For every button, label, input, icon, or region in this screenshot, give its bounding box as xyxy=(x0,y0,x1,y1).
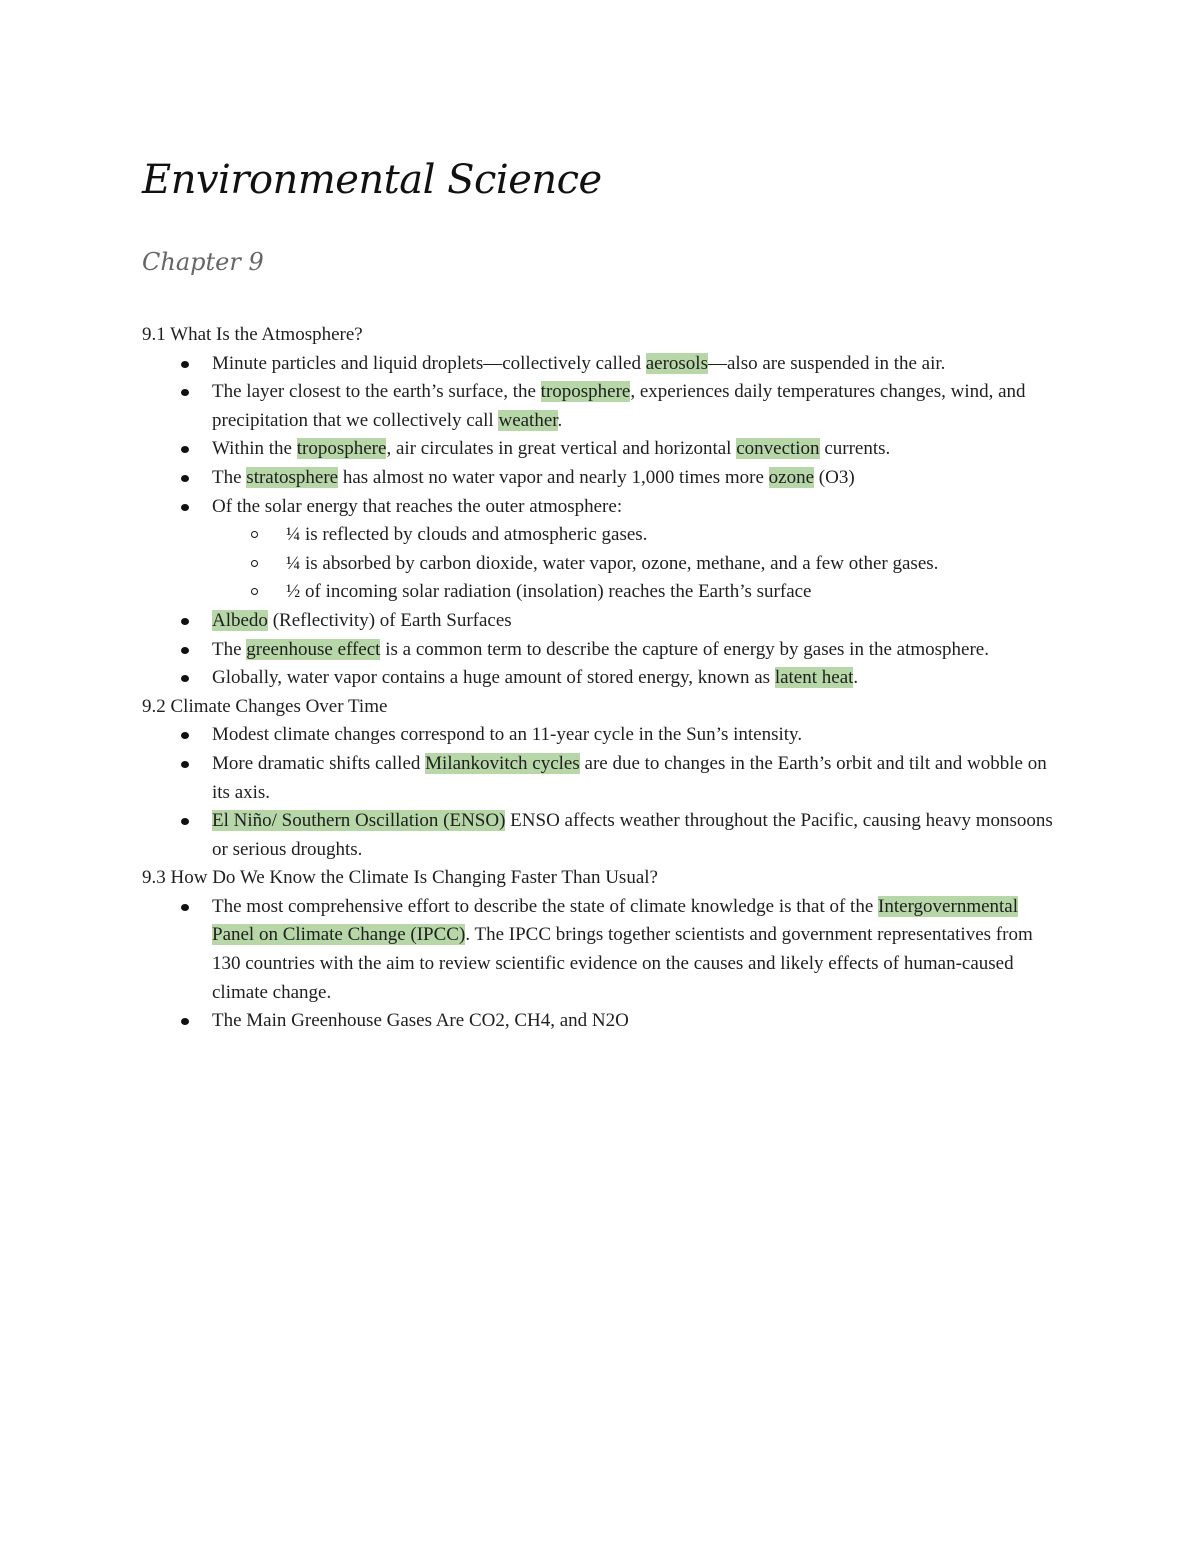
item-text: More dramatic shifts called xyxy=(212,752,426,774)
item-text: . xyxy=(853,667,859,689)
bullet-icon xyxy=(181,675,189,682)
hollow-bullet-icon xyxy=(251,531,258,538)
item-text: , experiences daily temperatures changes, wind, and precipitation that we collectively call xyxy=(212,381,1026,431)
bullet-icon xyxy=(181,1018,189,1025)
section-heading: 9.2 Climate Changes Over Time xyxy=(142,695,388,717)
list-item xyxy=(142,721,1062,750)
sub-list-item xyxy=(142,550,1062,579)
list-item xyxy=(142,350,1062,379)
highlighted-term: Milankovitch cycles xyxy=(425,752,580,774)
sub-bullet-list xyxy=(212,521,1062,607)
highlighted-term: Intergovernmental Panel on Climate Change (IPCC) xyxy=(212,895,1019,946)
list-item xyxy=(142,435,1062,464)
item-text: Within the xyxy=(212,438,297,460)
section-heading: 9.1 What Is the Atmosphere? xyxy=(142,324,363,345)
highlighted-term: aerosols xyxy=(645,352,708,374)
bullet-list xyxy=(142,721,1062,864)
notes-body xyxy=(142,321,1062,1036)
item-text: ¼ is absorbed by carbon dioxide, water vapor, ozone, methane, and a few other gases. xyxy=(286,552,939,574)
item-text: . The IPCC brings together scientists and government representatives from 130 countries with the aim to review scientific evidence on the causes and likely effects of human-caused climate change. xyxy=(212,924,1033,1003)
item-text: ENSO affects weather throughout the Pacific, causing heavy monsoons or serious droughts. xyxy=(212,810,1053,860)
bullet-icon xyxy=(181,761,189,768)
item-text: Minute particles and liquid droplets—collectively called xyxy=(212,352,646,374)
list-item xyxy=(142,1007,1062,1036)
item-text: is a common term to describe the capture of energy by gases in the atmosphere. xyxy=(380,638,989,660)
section-heading: 9.3 How Do We Know the Climate Is Changing Faster Than Usual? xyxy=(142,867,658,889)
item-text: Of the solar energy that reaches the outer atmosphere: xyxy=(212,495,623,517)
item-text: ¼ is reflected by clouds and atmospheric gases. xyxy=(286,524,648,546)
list-item xyxy=(142,464,1062,493)
highlighted-term: latent heat xyxy=(774,667,854,689)
hollow-bullet-icon xyxy=(251,560,258,567)
item-text: Globally, water vapor contains a huge amount of stored energy, known as xyxy=(212,667,775,689)
item-text: currents. xyxy=(819,438,891,460)
item-text: has almost no water vapor and nearly 1,000 times more xyxy=(338,466,769,488)
sub-list-item xyxy=(142,578,1062,607)
bullet-icon xyxy=(181,818,189,825)
bullet-icon xyxy=(181,618,189,625)
bullet-icon xyxy=(181,647,189,654)
bullet-icon xyxy=(181,389,189,396)
item-text: . xyxy=(557,409,563,431)
item-text: The most comprehensive effort to describe the state of climate knowledge is that of the xyxy=(212,895,879,917)
list-item xyxy=(142,636,1062,665)
bullet-icon xyxy=(181,446,189,453)
chapter-subtitle: Chapter 9 xyxy=(142,248,264,276)
bullet-icon xyxy=(181,904,189,911)
list-item xyxy=(142,493,1062,607)
list-item xyxy=(142,378,1062,435)
highlighted-term: weather xyxy=(498,409,558,431)
item-text: Modest climate changes correspond to an 11-year cycle in the Sun’s intensity. xyxy=(212,724,803,746)
list-item xyxy=(142,664,1062,693)
highlighted-term: Albedo xyxy=(212,609,268,631)
item-text: , air circulates in great vertical and horizontal xyxy=(386,438,737,460)
list-item xyxy=(142,607,1062,636)
item-text: The xyxy=(212,466,247,488)
document-title: Environmental Science xyxy=(142,157,602,203)
highlighted-term: greenhouse effect xyxy=(246,638,381,660)
item-text: The Main Greenhouse Gases Are CO2, CH4, and N2O xyxy=(212,1010,629,1032)
bullet-list xyxy=(142,350,1062,693)
list-item xyxy=(142,750,1062,807)
hollow-bullet-icon xyxy=(251,588,258,595)
sub-list-item xyxy=(142,521,1062,550)
bullet-icon xyxy=(181,475,189,482)
highlighted-term: ozone xyxy=(768,466,815,488)
highlighted-term: troposphere xyxy=(296,438,387,460)
item-text: (O3) xyxy=(814,466,855,488)
item-text: The xyxy=(212,638,247,660)
item-text: (Reflectivity) of Earth Surfaces xyxy=(267,609,512,631)
bullet-icon xyxy=(181,732,189,739)
highlighted-term: stratosphere xyxy=(246,466,339,488)
list-item xyxy=(142,893,1062,1007)
list-item xyxy=(142,807,1062,864)
item-text: —also are suspended in the air. xyxy=(707,352,946,374)
bullet-icon xyxy=(181,504,189,511)
bullet-list xyxy=(142,893,1062,1036)
highlighted-term: troposphere xyxy=(540,381,631,403)
highlighted-term: convection xyxy=(736,438,820,460)
bullet-icon xyxy=(181,361,189,368)
item-text: The layer closest to the earth’s surface, the xyxy=(212,381,541,403)
item-text: ½ of incoming solar radiation (insolation) reaches the Earth’s surface xyxy=(286,581,812,603)
item-text: are due to changes in the Earth’s orbit and tilt and wobble on its axis. xyxy=(212,752,1047,803)
highlighted-term: El Niño/ Southern Oscillation (ENSO) xyxy=(212,810,506,832)
